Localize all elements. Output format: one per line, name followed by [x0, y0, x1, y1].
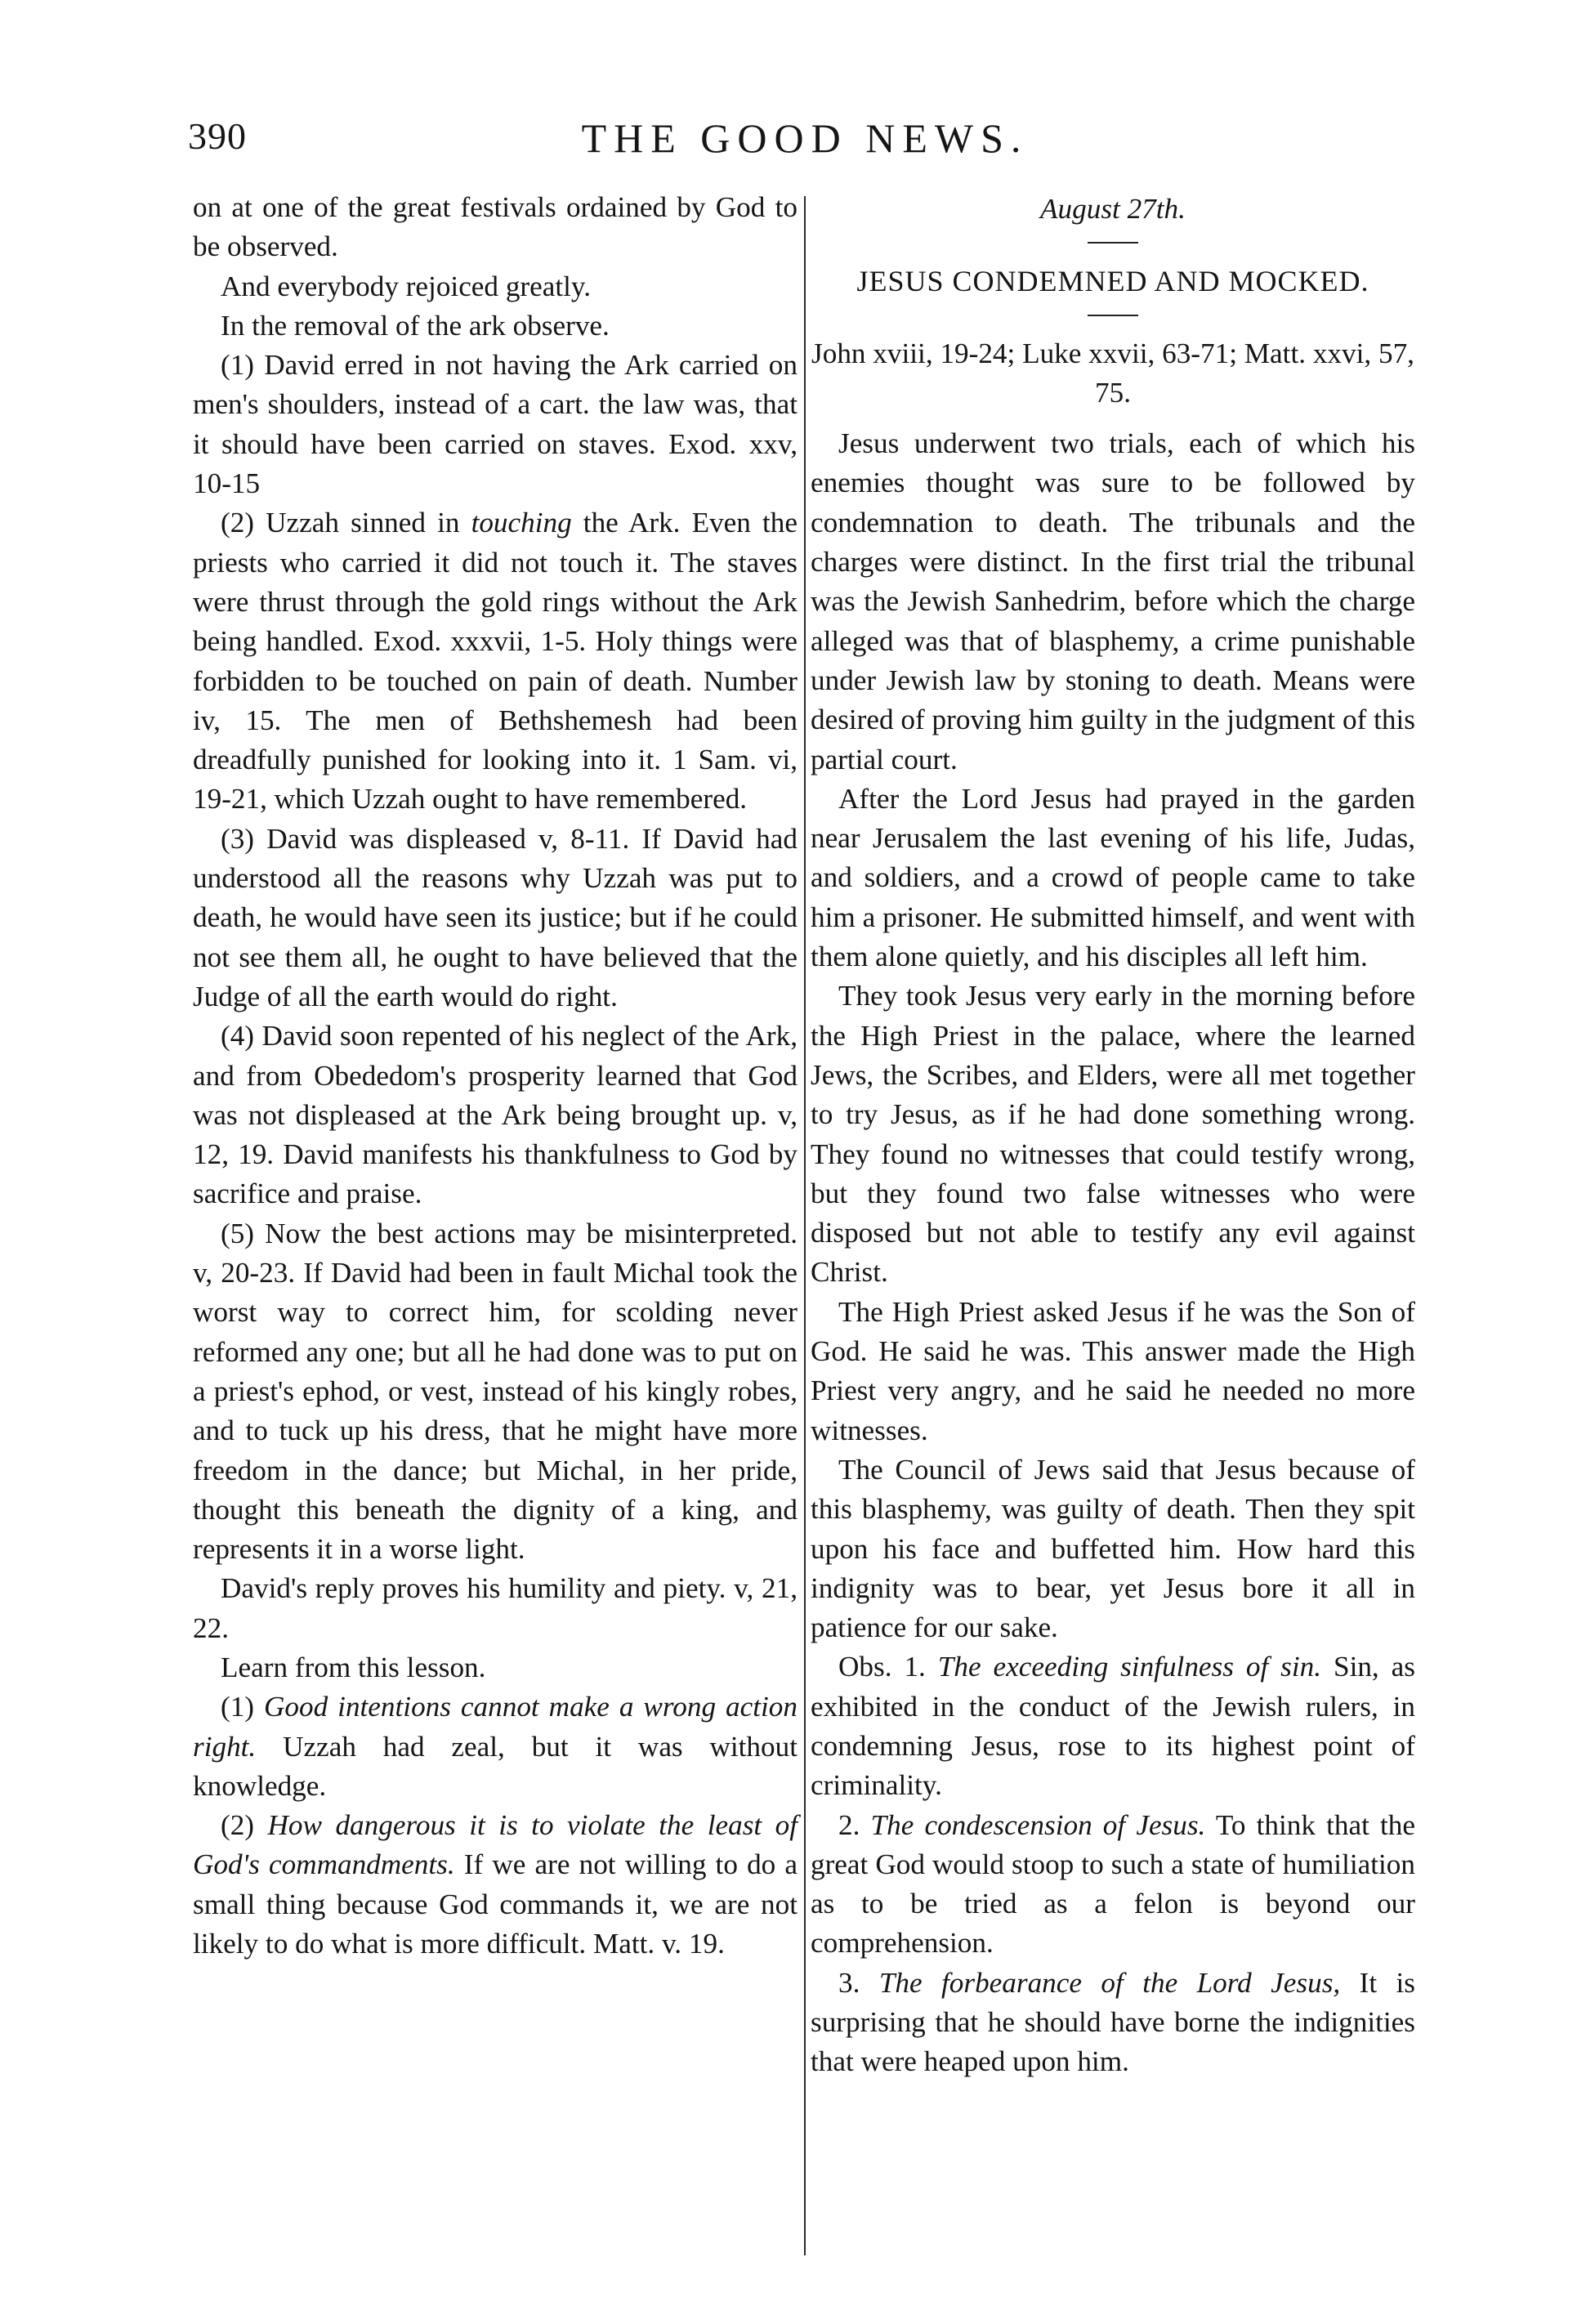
page-header — [188, 114, 1422, 172]
paragraph: (4) David soon repented of his neglect of the Ark, and from Obededom's prosperity learned that God was not displeased at the Ark being brought up. v, 12, 19. David manifests his thankfulness to God by sacrifice and praise. — [193, 1020, 798, 1210]
text-run: Sin, as exhibited in the conduct of the Jewish rulers, in condemning Jesus, rose to its highest point of criminality. — [811, 1651, 1415, 1802]
paragraph: Jesus underwent two trials, each of which his enemies thought was sure to be followed by condemnation to death. The tribunals and the charges were distinct. In the first trial the tribunal was the Jewish Sanhedrim, before which the charge alleged was that of blasphemy, a crime punishable under Jewish law by stoning to death. Means were desired of proving him guilty in the judgment of this partial court. — [811, 427, 1415, 775]
observation — [811, 1964, 1415, 2082]
paragraph: on at one of the great festivals ordained by God to be observed. — [193, 191, 798, 263]
paragraph — [193, 1687, 798, 1806]
text-run: To think that the great God would stoop to such a state of humiliation as to be tried as a felon is beyond our comprehension. — [811, 1808, 1415, 1960]
paragraph — [193, 1806, 798, 1964]
emphasis: The exceeding sinfulness of sin. — [937, 1651, 1322, 1683]
paragraph: In the removal of the ark observe. — [221, 309, 610, 342]
text-run: Obs. 1. — [838, 1651, 938, 1683]
short-rule — [1088, 315, 1138, 316]
right-column — [811, 188, 1415, 2082]
emphasis: The condescension of Jesus. — [870, 1808, 1206, 1841]
lesson-title: JESUS CONDEMNED AND MOCKED. — [856, 265, 1369, 298]
paragraph: (3) David was displeased v, 8-11. If David had understood all the reasons why Uzzah was put to death, he would have seen its justice; but if he could not see them all, he ought to have believed that the Judge of all the earth would do right. — [193, 822, 798, 1012]
text-run: (2) Uzzah sinned in — [221, 507, 471, 539]
emphasis: Good intentions cannot make a wrong action right. — [193, 1691, 798, 1763]
paragraph: After the Lord Jesus had prayed in the garden near Jerusalem the last evening of his life, Judas, and soldiers, and a crowd of people came to take him a prisoner. He submitted himself, and went with them alone quietly, and his disciples all left him. — [811, 782, 1415, 973]
paragraph: David's reply proves his humility and piety. v, 21, 22. — [193, 1572, 798, 1644]
text-run: It is surprising that he should have borne the indignities that were heaped upon him. — [811, 1966, 1415, 2078]
text-run: the Ark. Even the priests who carried it did not touch it. The staves were thrust through the gold rings without the Ark being handled. Exod. xxxvii, 1-5. Holy things were forbidden to be touched on pain of death. Number iv, 15. The men of Bethshemesh had been dreadfully punished for looking into it. 1 Sam. vi, 19-21, which Uzzah ought to have remembered. — [193, 507, 798, 816]
left-column — [193, 188, 798, 1964]
paragraph: Learn from this lesson. — [221, 1651, 486, 1683]
paragraph: They took Jesus very early in the morning before the High Priest in the palace, where the learned Jews, the Scribes, and Elders, were all met together to try Jesus, as if he had done something wrong. They found no witnesses that could testify wrong, but they found two false witnesses who were disposed but not able to testify any evil against Christ. — [811, 980, 1415, 1289]
text-run: 2. — [838, 1808, 871, 1841]
text-run: 3. — [838, 1966, 879, 1999]
emphasis: touching — [471, 507, 572, 539]
short-rule — [1088, 242, 1138, 244]
paragraph: (1) David erred in not having the Ark carried on men's shoulders, instead of a cart. the law was, that it should have been carried on staves. Exod. xxv, 10-15 — [193, 349, 798, 500]
text-run: (2) — [221, 1809, 268, 1842]
emphasis: How dangerous it is to violate the least of God's commandments. — [193, 1809, 798, 1881]
text-run: Uzzah had zeal, but it was without knowledge. — [193, 1730, 798, 1802]
paragraph — [193, 503, 798, 819]
text-run: If we are not willing to do a small thing because God commands it, we are not likely to do what is more difficult. Matt. v. 19. — [193, 1848, 798, 1960]
column-divider — [804, 196, 806, 2255]
observation — [811, 1806, 1415, 1964]
paragraph: (5) Now the best actions may be misinterpreted. v, 20-23. If David had been in fault Michal took the worst way to correct him, for scolding never reformed any one; but all he had done was to put on a priest's ephod, or vest, instead of his kingly robes, and to tuck up his dress, that he might have more freedom in the dance; but Michal, in her pride, thought this beneath the dignity of a king, and represents it in a worse light. — [193, 1217, 798, 1566]
paragraph: The Council of Jews said that Jesus because of this blasphemy, was guilty of death. Then they spit upon his face and buffetted him. How hard this indignity was to bear, yet Jesus bore it all in patience for our sake. — [811, 1453, 1415, 1644]
paragraph: The High Priest asked Jesus if he was the Son of God. He said he was. This answer made the High Priest very angry, and he said he needed no more witnesses. — [811, 1295, 1415, 1446]
running-title: THE GOOD NEWS. — [581, 115, 1029, 161]
paragraph: And everybody rejoiced greatly. — [221, 270, 592, 302]
observation — [811, 1647, 1415, 1805]
scripture-references: John xviii, 19-24; Luke xxvii, 63-71; Matt. xxvi, 57, 75. — [811, 337, 1414, 409]
page-number: 390 — [188, 115, 247, 157]
text-run: (1) — [221, 1691, 264, 1723]
emphasis: The forbearance of the Lord Jesus, — [878, 1966, 1341, 1999]
lesson-date: August 27th. — [1040, 193, 1186, 225]
